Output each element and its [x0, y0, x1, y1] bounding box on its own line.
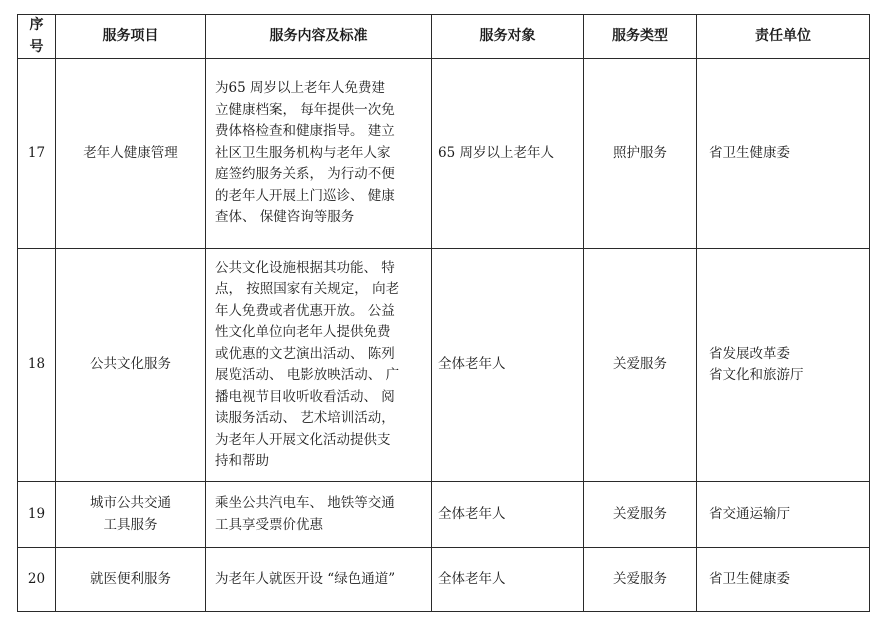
table-row	[18, 482, 870, 548]
content-line: 社区卫生服务机构与老年人家	[215, 144, 391, 161]
cell-unit	[697, 548, 870, 612]
content-line: 持和帮助	[215, 453, 269, 469]
item-line: 就医便利服务	[90, 570, 171, 587]
unit-line: 省交通运输厅	[709, 505, 790, 522]
cell-no: 20	[18, 548, 56, 612]
cell-no: 17	[18, 59, 56, 249]
unit-line: 省发展改革委	[709, 345, 790, 362]
content-line: 工具享受票价优惠	[215, 516, 323, 533]
cell-item	[56, 249, 206, 482]
cell-item	[56, 59, 206, 249]
item-line: 老年人健康管理	[83, 144, 178, 161]
content-line: 点， 按照国家有关规定， 向老	[215, 281, 400, 297]
cell-target: 全体老年人	[432, 482, 584, 548]
content-line: 为65 周岁以上老年人免费建	[215, 80, 385, 97]
unit-line: 省卫生健康委	[709, 570, 790, 587]
cell-content	[206, 548, 432, 612]
cell-unit	[697, 59, 870, 249]
unit-line: 省文化和旅游厅	[709, 367, 804, 383]
content-line: 乘坐公共汽电车、 地铁等交通	[215, 495, 395, 511]
content-line: 为老年人就医开设 “绿色通道”	[215, 570, 396, 587]
cell-no: 19	[18, 482, 56, 548]
cell-unit	[697, 482, 870, 548]
cell-target: 65 周岁以上老年人	[432, 59, 584, 249]
item-line: 公共文化服务	[90, 356, 171, 373]
cell-type: 关爱服务	[584, 249, 697, 482]
header-no: 序号	[18, 15, 56, 59]
content-line: 性文化单位向老年人提供免费	[215, 324, 391, 340]
header-type: 服务类型	[584, 15, 697, 59]
table-row	[18, 249, 870, 482]
content-line: 展览活动、 电影放映活动、 广	[215, 367, 400, 383]
content-line: 公共文化设施根据其功能、 特	[215, 259, 395, 276]
item-line: 城市公共交通	[90, 495, 171, 511]
cell-content	[206, 59, 432, 249]
header-target: 服务对象	[432, 15, 584, 59]
content-line: 费体格检查和健康指导。 建立	[215, 123, 395, 140]
cell-type: 关爱服务	[584, 548, 697, 612]
cell-no: 18	[18, 249, 56, 482]
cell-item	[56, 482, 206, 548]
content-line: 或优惠的文艺演出活动、 陈列	[215, 345, 395, 362]
header-unit: 责任单位	[697, 15, 870, 59]
cell-item	[56, 548, 206, 612]
header-content: 服务内容及标准	[206, 15, 432, 59]
content-line: 读服务活动、 艺术培训活动，	[215, 410, 395, 426]
content-line: 庭签约服务关系， 为行动不便	[215, 166, 395, 183]
cell-unit	[697, 249, 870, 482]
cell-target: 全体老年人	[432, 548, 584, 612]
table-header-row	[18, 15, 870, 59]
item-line: 工具服务	[103, 516, 158, 533]
content-line: 播电视节目收听收看活动、 阅	[215, 388, 395, 405]
cell-target: 全体老年人	[432, 249, 584, 482]
unit-line: 省卫生健康委	[709, 144, 790, 161]
content-line: 年人免费或者优惠开放。 公益	[215, 302, 395, 319]
header-item: 服务项目	[56, 15, 206, 59]
table-row	[18, 59, 870, 249]
content-line: 查体、 保健咨询等服务	[215, 209, 355, 226]
content-line: 为老年人开展文化活动提供支	[215, 431, 391, 448]
cell-type: 关爱服务	[584, 482, 697, 548]
content-line: 的老年人开展上门巡诊、 健康	[215, 187, 395, 204]
content-line: 立健康档案， 每年提供一次免	[215, 101, 395, 118]
table-row	[18, 548, 870, 612]
services-table	[17, 14, 870, 612]
cell-content	[206, 249, 432, 482]
cell-content	[206, 482, 432, 548]
cell-type: 照护服务	[584, 59, 697, 249]
